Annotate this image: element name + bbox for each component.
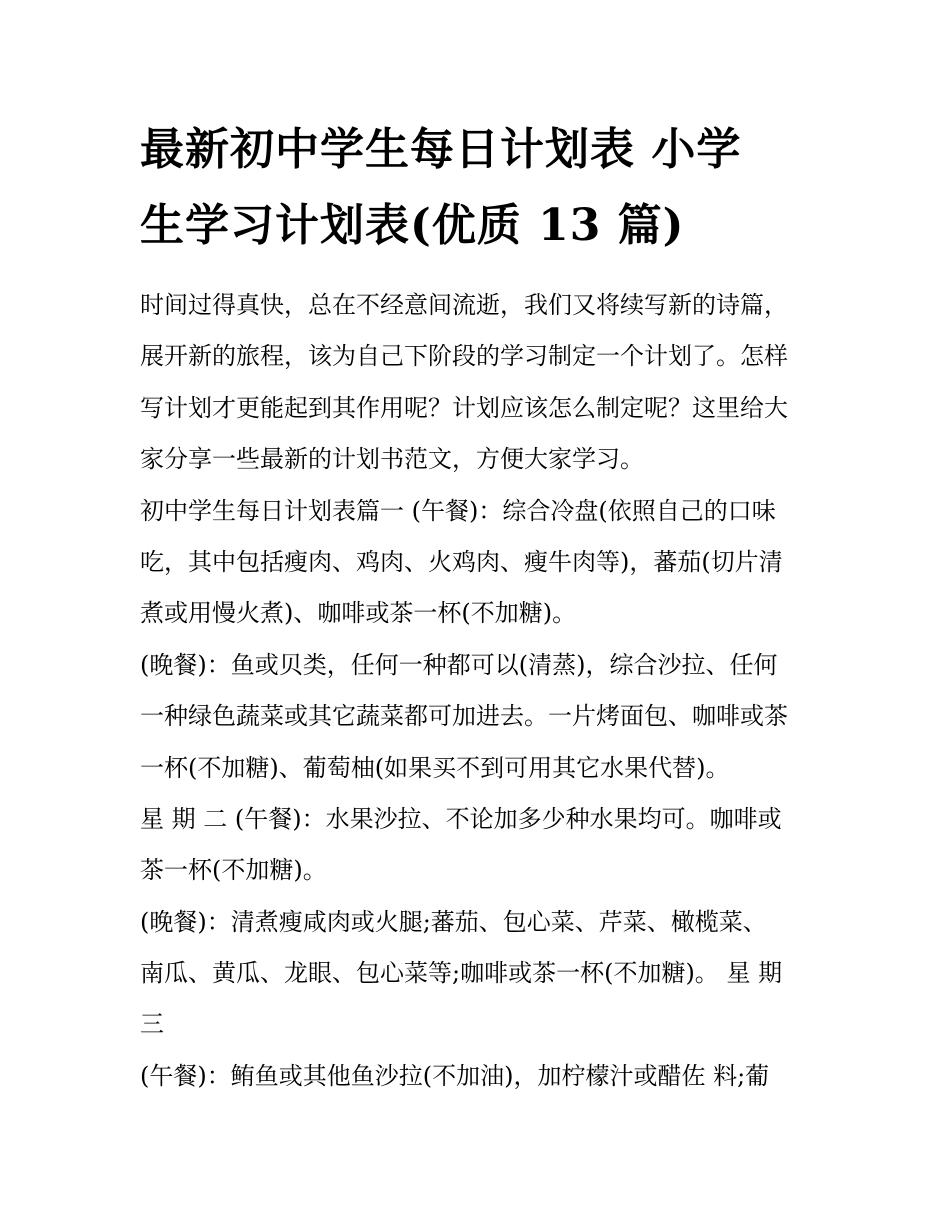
text-line: (午餐)：鲔鱼或其他鱼沙拉(不加油)，加柠檬汁或醋佐 料;葡 bbox=[140, 1061, 770, 1090]
title-line: 最新初中学生每日计划表 小学 bbox=[140, 124, 742, 175]
text-line: 三 bbox=[140, 1010, 164, 1039]
body-text bbox=[140, 280, 830, 1102]
title-line: 生学习计划表(优质 13 篇) bbox=[140, 200, 685, 251]
text-line: 茶一杯(不加糖)。 bbox=[140, 856, 327, 885]
text-line: 吃，其中包括瘦肉、鸡肉、火鸡肉、瘦牛肉等)，蕃茄(切片清 bbox=[140, 547, 783, 576]
text-line: (晚餐)：鱼或贝类，任何一种都可以(清蒸)，综合沙拉、任何 bbox=[140, 650, 778, 679]
page-title bbox=[140, 112, 830, 264]
text-line: 一种绿色蔬菜或其它蔬菜都可加进去。一片烤面包、咖啡或茶 bbox=[140, 702, 788, 731]
text-line: 家分享一些最新的计划书范文，方便大家学习。 bbox=[140, 445, 644, 474]
text-line: 星 期 二 (午餐)：水果沙拉、不论加多少种水果均可。咖啡或 bbox=[140, 804, 782, 833]
text-line: 一杯(不加糖)、葡萄柚(如果买不到可用其它水果代替)。 bbox=[140, 753, 730, 782]
text-line: 南瓜、黄瓜、龙眼、包心菜等;咖啡或茶一杯(不加糖)。 星 期 bbox=[140, 959, 783, 988]
text-line: (晚餐)：清煮瘦咸肉或火腿;蕃茄、包心菜、芹菜、橄榄菜、 bbox=[140, 907, 767, 936]
text-line: 展开新的旅程，该为自己下阶段的学习制定一个计划了。怎样 bbox=[140, 342, 788, 371]
text-line: 煮或用慢火煮)、咖啡或茶一杯(不加糖)。 bbox=[140, 599, 577, 628]
text-line: 时间过得真快，总在不经意间流逝，我们又将续写新的诗篇， bbox=[140, 291, 788, 319]
text-line: 写计划才更能起到其作用呢？计划应该怎么制定呢？这里给大 bbox=[140, 393, 788, 422]
text-line: 初中学生每日计划表篇一 (午餐)：综合冷盘(依照自己的口味 bbox=[140, 496, 776, 525]
